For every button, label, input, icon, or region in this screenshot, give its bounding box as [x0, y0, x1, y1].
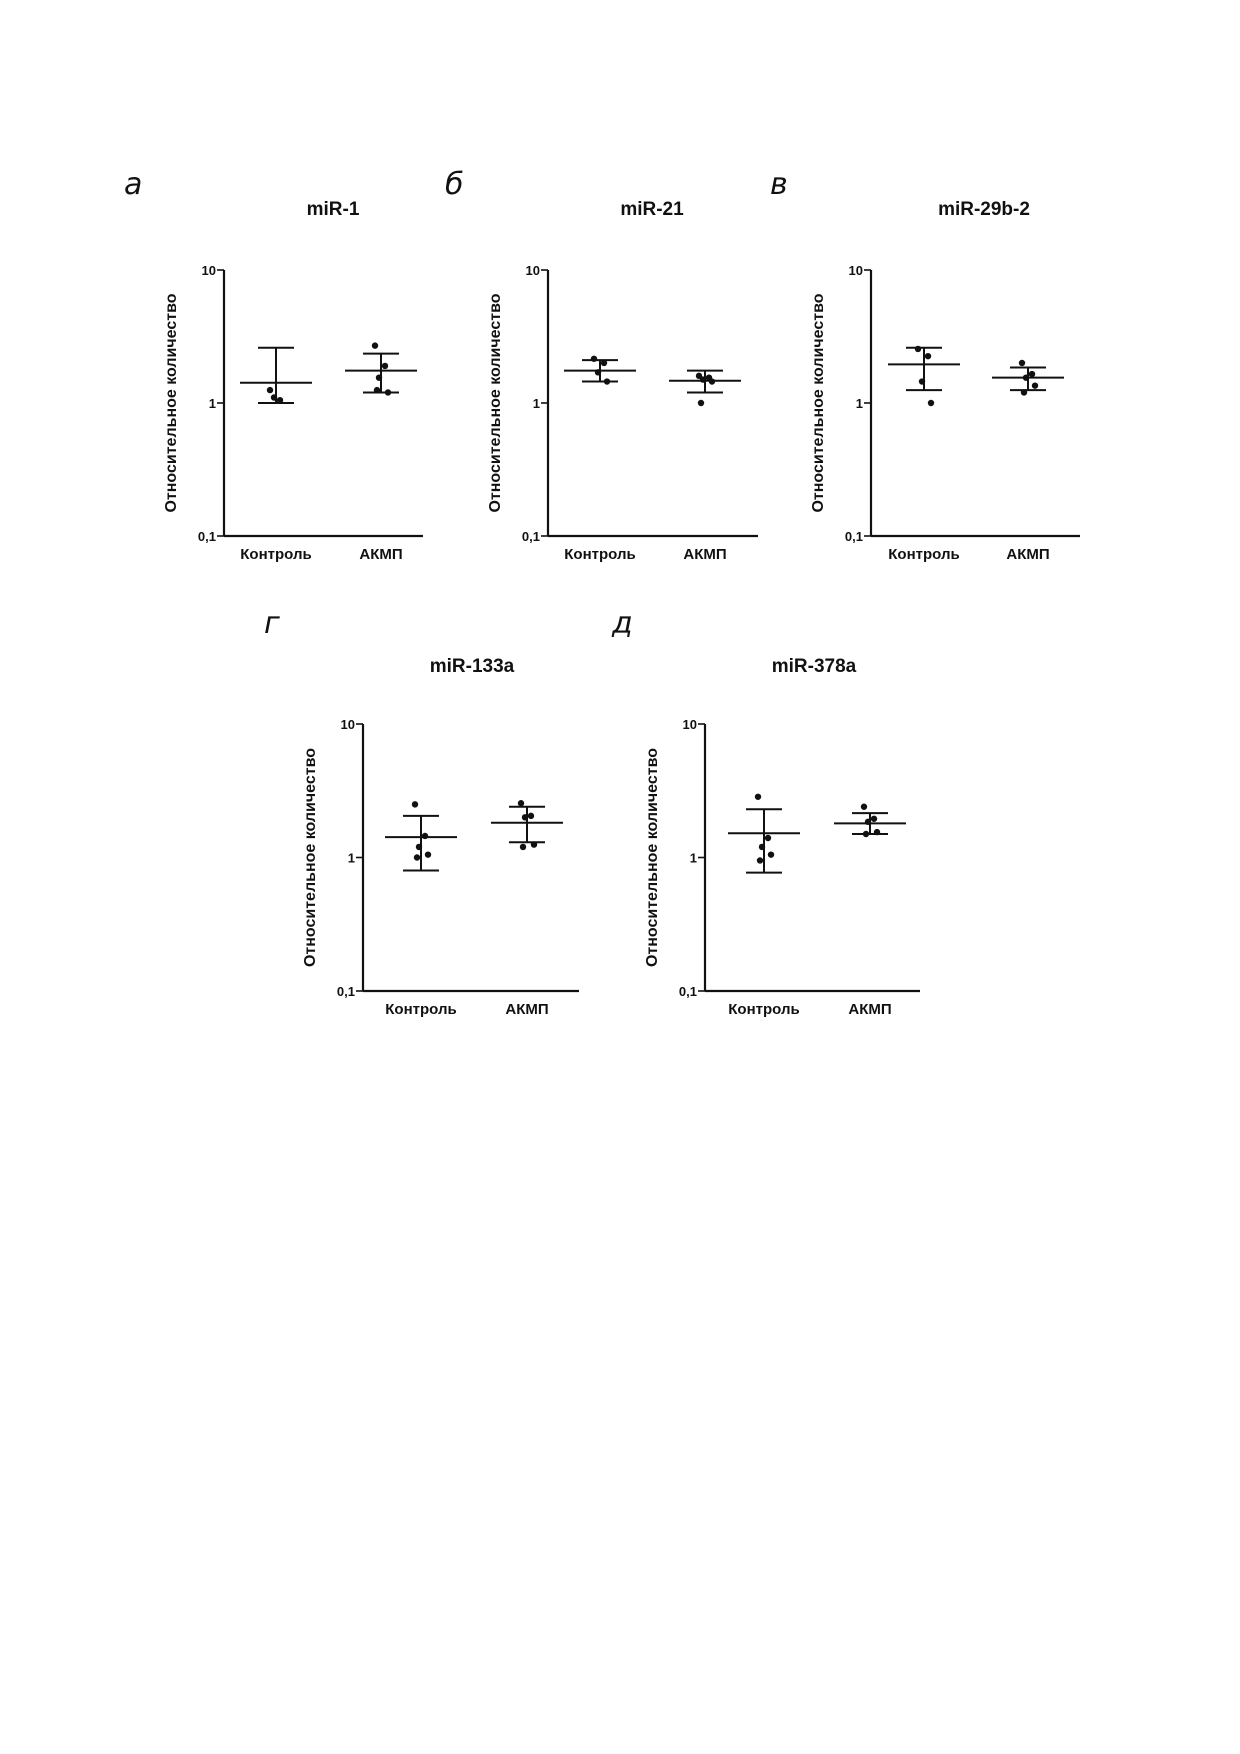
data-point: [698, 400, 704, 406]
y-tick-label: 1: [689, 850, 697, 866]
data-point: [1019, 360, 1025, 366]
y-axis-label: Относительное количество: [644, 747, 661, 968]
data-point: [520, 844, 526, 850]
data-point: [765, 835, 771, 841]
y-axis-label: Относительное количество: [302, 747, 319, 968]
chart-title: miR-133a: [429, 656, 515, 677]
data-point: [374, 387, 380, 393]
data-point: [277, 397, 283, 403]
x-category-label: АКМП: [683, 546, 727, 563]
data-point: [518, 800, 524, 806]
data-point: [759, 844, 765, 850]
data-point: [267, 387, 273, 393]
x-category-label: Контроль: [888, 546, 960, 563]
data-point: [385, 389, 391, 395]
y-tick-label: 10: [340, 717, 355, 732]
data-point: [755, 794, 761, 800]
x-category-label: Контроль: [240, 546, 312, 563]
y-tick-label: 0,1: [521, 529, 540, 544]
x-category-label: Контроль: [728, 1001, 800, 1018]
data-point: [925, 353, 931, 359]
y-tick-label: 1: [855, 396, 863, 411]
data-point: [414, 854, 420, 860]
data-point: [604, 378, 610, 384]
data-point: [863, 831, 869, 837]
panel-letter: б: [445, 167, 464, 202]
x-category-label: Контроль: [564, 546, 636, 563]
x-category-label: АКМП: [505, 1001, 549, 1018]
panel-letter: в: [770, 167, 788, 202]
panel-letter: г: [264, 606, 280, 641]
y-axis-label: Относительное количество: [810, 293, 827, 513]
data-point: [382, 363, 388, 369]
data-point: [768, 851, 774, 857]
chart-title: miR-378a: [771, 656, 857, 677]
x-category-label: АКМП: [848, 1001, 892, 1018]
panel-letter: д: [612, 606, 633, 641]
y-axis-label: Относительное количество: [487, 293, 504, 513]
data-point: [376, 374, 382, 380]
data-point: [416, 844, 422, 850]
data-point: [425, 851, 431, 857]
data-point: [422, 833, 428, 839]
chart-panel-4: [264, 606, 579, 1018]
y-tick-label: 1: [347, 850, 355, 866]
data-point: [528, 813, 534, 819]
y-tick-label: 10: [201, 263, 216, 278]
data-point: [372, 342, 378, 348]
data-point: [271, 394, 277, 400]
data-point: [915, 346, 921, 352]
panel-letter: а: [124, 167, 143, 202]
y-tick-label: 0,1: [678, 984, 697, 999]
chart-title: miR-29b-2: [938, 199, 1030, 220]
y-tick-label: 0,1: [197, 529, 216, 544]
y-tick-label: 10: [848, 263, 863, 278]
data-point: [757, 857, 763, 863]
x-category-label: АКМП: [359, 546, 403, 563]
y-tick-label: 10: [682, 717, 697, 732]
data-point: [871, 816, 877, 822]
data-point: [700, 376, 706, 382]
data-point: [865, 819, 871, 825]
chart-title: miR-1: [306, 199, 360, 220]
y-tick-label: 0,1: [844, 529, 863, 544]
chart-title: miR-21: [620, 199, 684, 220]
data-point: [1023, 374, 1029, 380]
data-point: [522, 814, 528, 820]
data-point: [874, 829, 880, 835]
data-point: [1021, 389, 1027, 395]
y-axis-label: Относительное количество: [163, 293, 180, 513]
data-point: [531, 841, 537, 847]
data-point: [861, 804, 867, 810]
data-point: [1032, 382, 1038, 388]
data-point: [412, 801, 418, 807]
data-point: [919, 378, 925, 384]
chart-panel-3: [770, 167, 1080, 563]
data-point: [709, 378, 715, 384]
data-point: [928, 400, 934, 406]
x-category-label: Контроль: [385, 1001, 457, 1018]
x-category-label: АКМП: [1006, 546, 1050, 563]
y-tick-label: 1: [208, 396, 216, 411]
data-point: [595, 369, 601, 375]
y-tick-label: 1: [532, 396, 540, 411]
y-tick-label: 10: [525, 263, 540, 278]
data-point: [601, 360, 607, 366]
chart-panel-1: [124, 167, 423, 563]
data-point: [1029, 371, 1035, 377]
y-tick-label: 0,1: [336, 984, 355, 999]
data-point: [591, 356, 597, 362]
chart-panel-5: [611, 606, 920, 1018]
chart-panel-2: [445, 167, 758, 563]
